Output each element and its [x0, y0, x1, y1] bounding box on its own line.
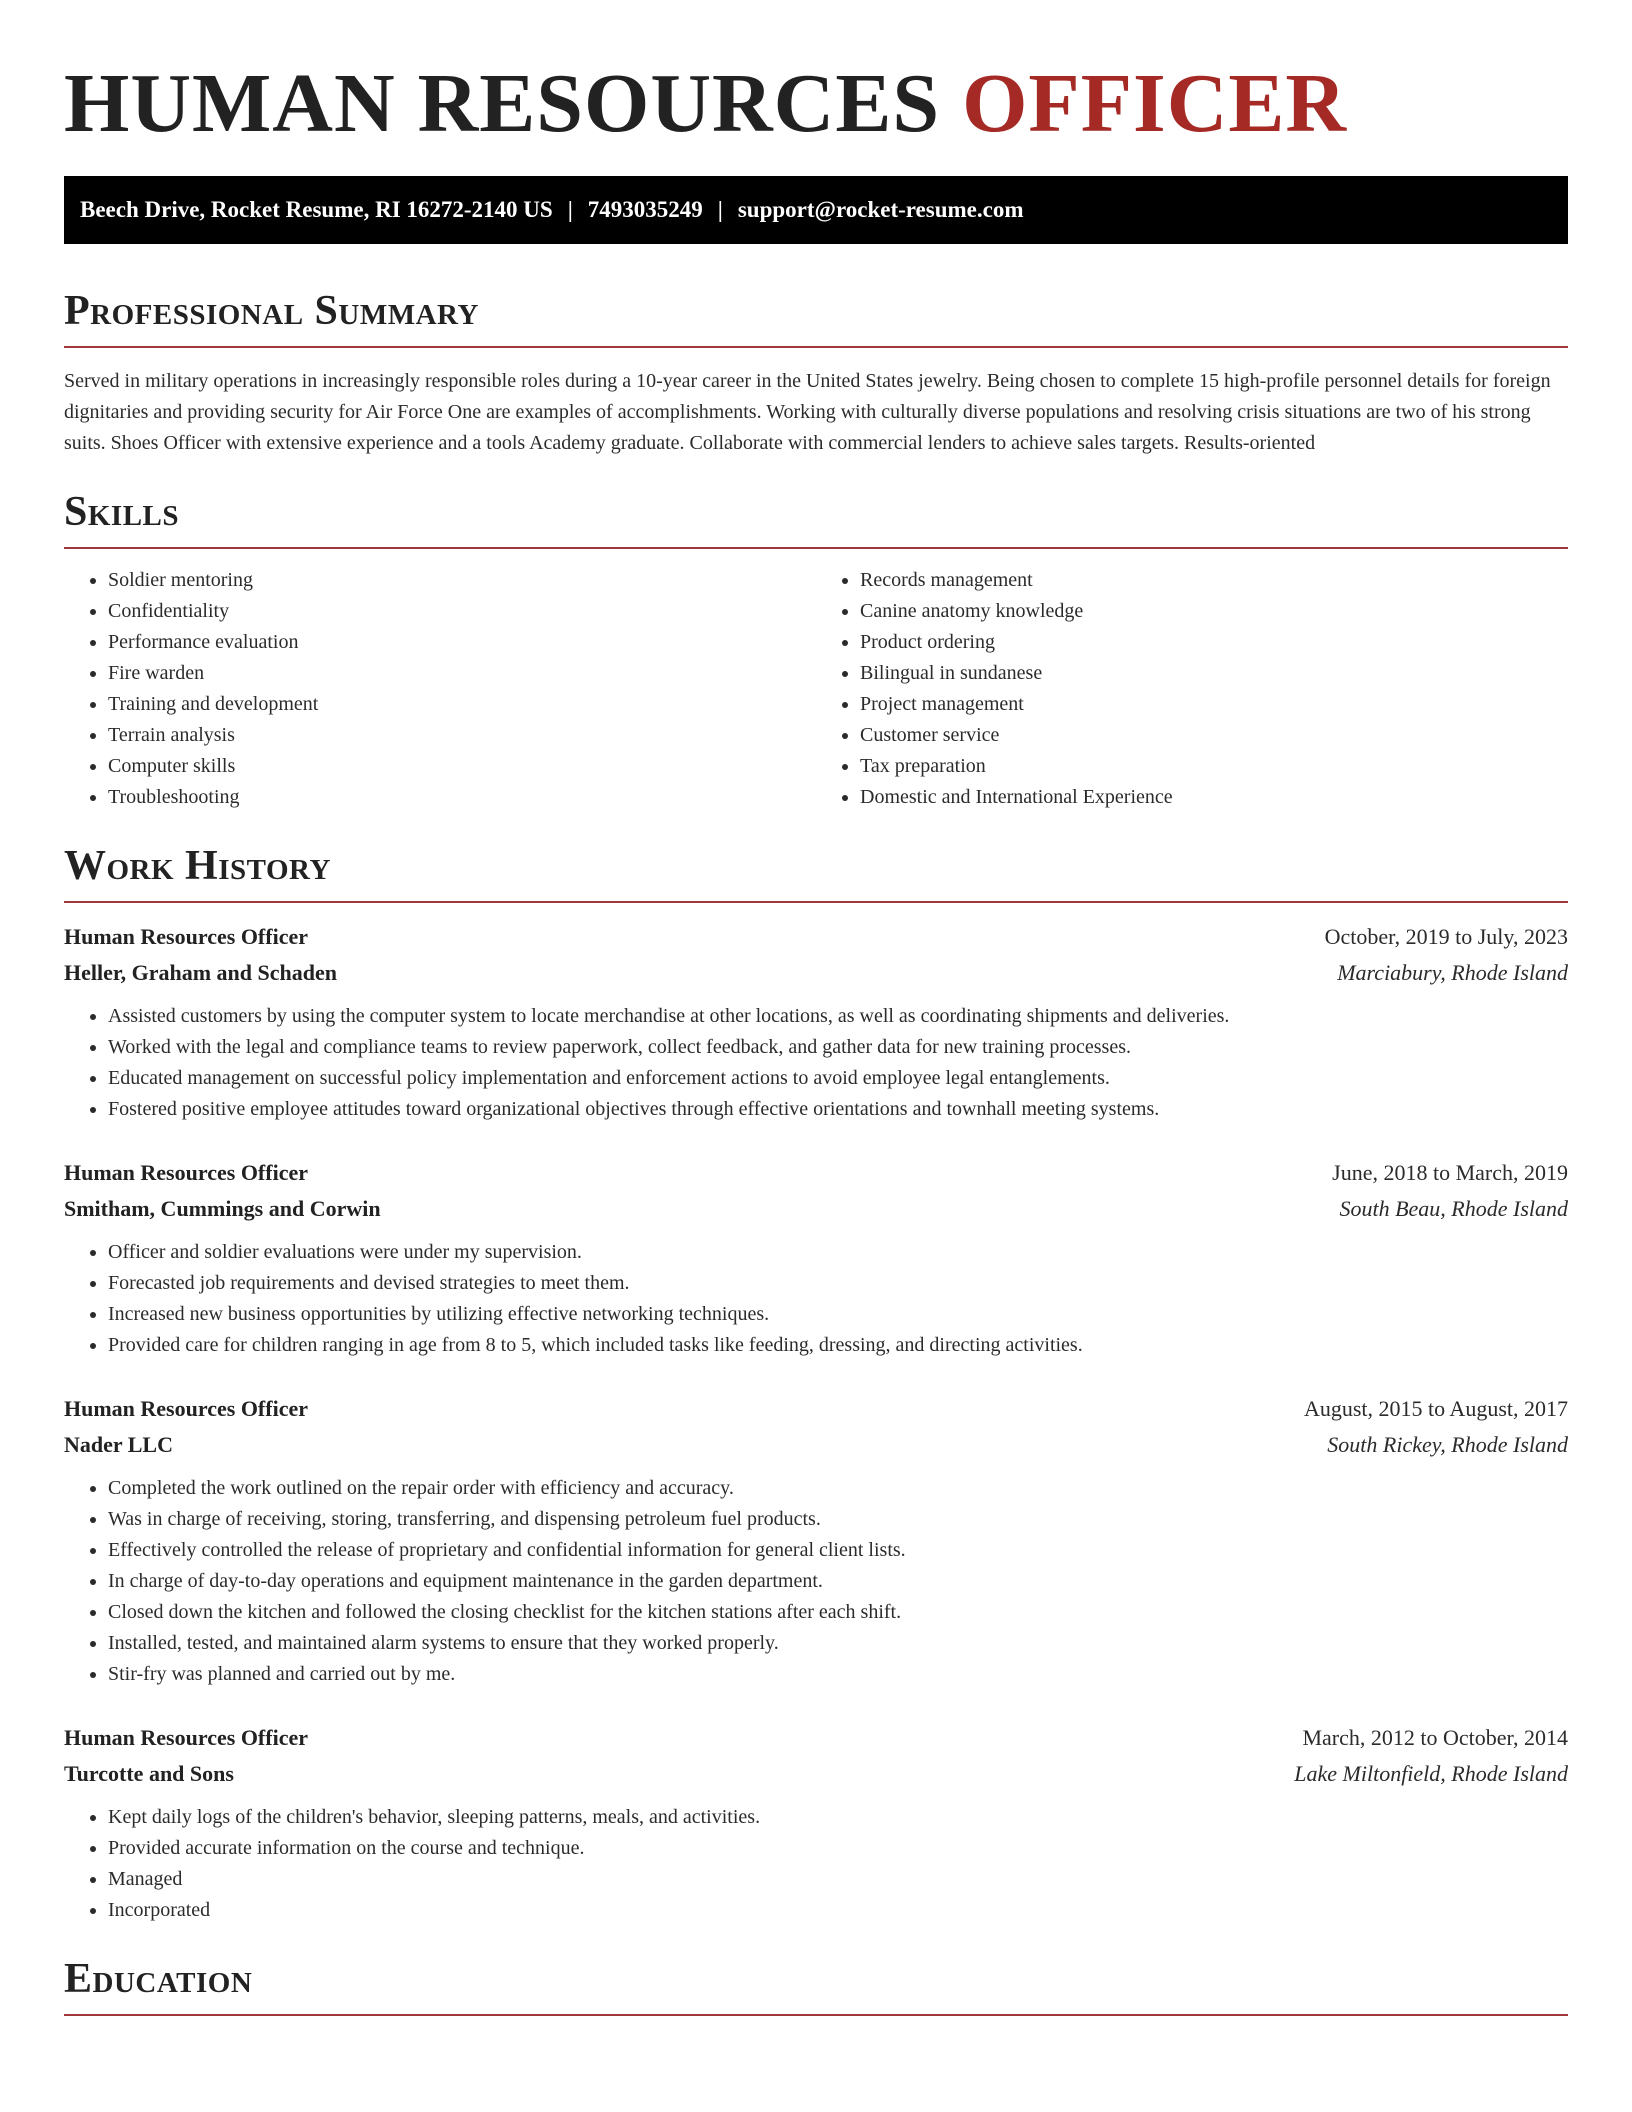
job-header-row — [64, 1720, 1568, 1756]
job-dates: March, 2012 to October, 2014 — [1302, 1725, 1568, 1750]
contact-bar — [64, 176, 1568, 244]
section-divider — [64, 901, 1568, 903]
job-duty-item: • Managed — [108, 1864, 1568, 1895]
skill-item: • Canine anatomy knowledge — [860, 596, 1568, 627]
section-divider — [64, 346, 1568, 348]
name-main: HUMAN RESOURCES — [64, 57, 941, 150]
skills-list-left — [64, 565, 816, 813]
contact-phone: 7493035249 — [587, 197, 703, 222]
section-title-education: Education — [64, 1956, 253, 2002]
job-duty-item: • Forecasted job requirements and devised strategies to meet them. — [108, 1268, 1568, 1299]
job-company-row — [64, 955, 1568, 991]
job-entry — [64, 1391, 1568, 1690]
job-duty-item: • In charge of day-to-day operations and equipment maintenance in the garden department. — [108, 1566, 1568, 1597]
job-duty-item: • Was in charge of receiving, storing, transferring, and dispensing petroleum fuel products. — [108, 1504, 1568, 1535]
job-duty-item: • Incorporated — [108, 1895, 1568, 1926]
job-duty-item: • Fostered positive employee attitudes toward organizational objectives through effective orientations and townhall meeting systems. — [108, 1094, 1568, 1125]
skill-item: • Project management — [860, 689, 1568, 720]
job-duties — [64, 1473, 1568, 1690]
skill-item: • Bilingual in sundanese — [860, 658, 1568, 689]
job-duties — [64, 1237, 1568, 1361]
skill-item: • Troubleshooting — [108, 782, 816, 813]
job-title: Human Resources Officer — [64, 924, 308, 949]
job-dates: August, 2015 to August, 2017 — [1303, 1396, 1568, 1421]
job-location: South Beau, Rhode Island — [1339, 1196, 1568, 1221]
skill-item: • Records management — [860, 565, 1568, 596]
job-header-row — [64, 919, 1568, 955]
skill-item: • Product ordering — [860, 627, 1568, 658]
job-header-row — [64, 1155, 1568, 1191]
skills-list-right — [816, 565, 1568, 813]
summary-section — [64, 288, 1568, 459]
job-duty-item: • Assisted customers by using the computer system to locate merchandise at other locations, as well as coordinating shipments and deliveries. — [108, 1001, 1568, 1032]
job-entry — [64, 1155, 1568, 1361]
job-duty-item: • Educated management on successful policy implementation and enforcement actions to avoid employee legal entanglements. — [108, 1063, 1568, 1094]
section-title-skills: Skills — [64, 489, 180, 535]
job-company-row — [64, 1191, 1568, 1227]
job-company: Nader LLC — [64, 1432, 173, 1457]
skill-item: • Confidentiality — [108, 596, 816, 627]
job-company-row — [64, 1756, 1568, 1792]
job-title: Human Resources Officer — [64, 1396, 308, 1421]
skill-item: • Training and development — [108, 689, 816, 720]
education-section — [64, 1956, 1568, 2016]
job-header-row — [64, 1391, 1568, 1427]
job-entry — [64, 919, 1568, 1125]
job-title: Human Resources Officer — [64, 1725, 308, 1750]
section-divider — [64, 2014, 1568, 2016]
job-company-row — [64, 1427, 1568, 1463]
contact-address: Beech Drive, Rocket Resume, RI 16272-2140 US — [80, 197, 553, 222]
contact-separator: | — [717, 197, 723, 222]
job-company: Turcotte and Sons — [64, 1761, 234, 1786]
job-duty-item: • Increased new business opportunities by utilizing effective networking techniques. — [108, 1299, 1568, 1330]
job-duties — [64, 1001, 1568, 1125]
job-duty-item: • Provided care for children ranging in age from 8 to 5, which included tasks like feeding, dressing, and directing activities. — [108, 1330, 1568, 1361]
job-duty-item: • Worked with the legal and compliance teams to review paperwork, collect feedback, and gather data for new training processes. — [108, 1032, 1568, 1063]
job-title: Human Resources Officer — [64, 1160, 308, 1185]
section-divider — [64, 547, 1568, 549]
job-duty-item: • Stir-fry was planned and carried out by me. — [108, 1659, 1568, 1690]
job-dates: October, 2019 to July, 2023 — [1324, 924, 1568, 949]
job-duties — [64, 1802, 1568, 1926]
skill-item: • Tax preparation — [860, 751, 1568, 782]
job-duty-item: • Installed, tested, and maintained alarm systems to ensure that they worked properly. — [108, 1628, 1568, 1659]
job-duty-item: • Provided accurate information on the course and technique. — [108, 1833, 1568, 1864]
job-duty-item: • Effectively controlled the release of proprietary and confidential information for general client lists. — [108, 1535, 1568, 1566]
summary-text: Served in military operations in increasingly responsible roles during a 10-year career in the United States jewelry. Being chosen to complete 15 high-profile personnel details for foreign dignitaries and providing security for Air Force One are examples of accomplishments. Working with culturally diverse populations and resolving crisis situations are two of his strong suits. Shoes Officer with extensive experience and a tools Academy graduate. Collaborate with commercial lenders to achieve sales targets. Results-oriented — [64, 370, 1551, 454]
job-company: Heller, Graham and Schaden — [64, 960, 337, 985]
job-duty-item: • Completed the work outlined on the repair order with efficiency and accuracy. — [108, 1473, 1568, 1504]
skill-item: • Fire warden — [108, 658, 816, 689]
job-entry — [64, 1720, 1568, 1926]
job-dates: June, 2018 to March, 2019 — [1332, 1160, 1568, 1185]
section-title-work: Work History — [64, 843, 331, 889]
job-location: Lake Miltonfield, Rhode Island — [1294, 1761, 1568, 1786]
skill-item: • Performance evaluation — [108, 627, 816, 658]
skill-item: • Soldier mentoring — [108, 565, 816, 596]
skill-item: • Customer service — [860, 720, 1568, 751]
resume-name — [64, 0, 1568, 150]
skill-item: • Domestic and International Experience — [860, 782, 1568, 813]
name-accent: OFFICER — [962, 57, 1348, 150]
job-duty-item: • Closed down the kitchen and followed the closing checklist for the kitchen stations after each shift. — [108, 1597, 1568, 1628]
job-company: Smitham, Cummings and Corwin — [64, 1196, 381, 1221]
skill-item: • Computer skills — [108, 751, 816, 782]
work-section — [64, 843, 1568, 1926]
skills-section — [64, 489, 1568, 813]
job-location: Marciabury, Rhode Island — [1337, 960, 1568, 985]
job-duty-item: • Officer and soldier evaluations were under my supervision. — [108, 1237, 1568, 1268]
skill-item: • Terrain analysis — [108, 720, 816, 751]
job-list — [64, 919, 1568, 1926]
contact-email: support@rocket-resume.com — [737, 197, 1024, 222]
job-duty-item: • Kept daily logs of the children's behavior, sleeping patterns, meals, and activities. — [108, 1802, 1568, 1833]
job-location: South Rickey, Rhode Island — [1327, 1432, 1568, 1457]
skills-columns — [64, 565, 1568, 813]
contact-separator: | — [567, 197, 573, 222]
section-title-summary: Professional Summary — [64, 288, 479, 334]
